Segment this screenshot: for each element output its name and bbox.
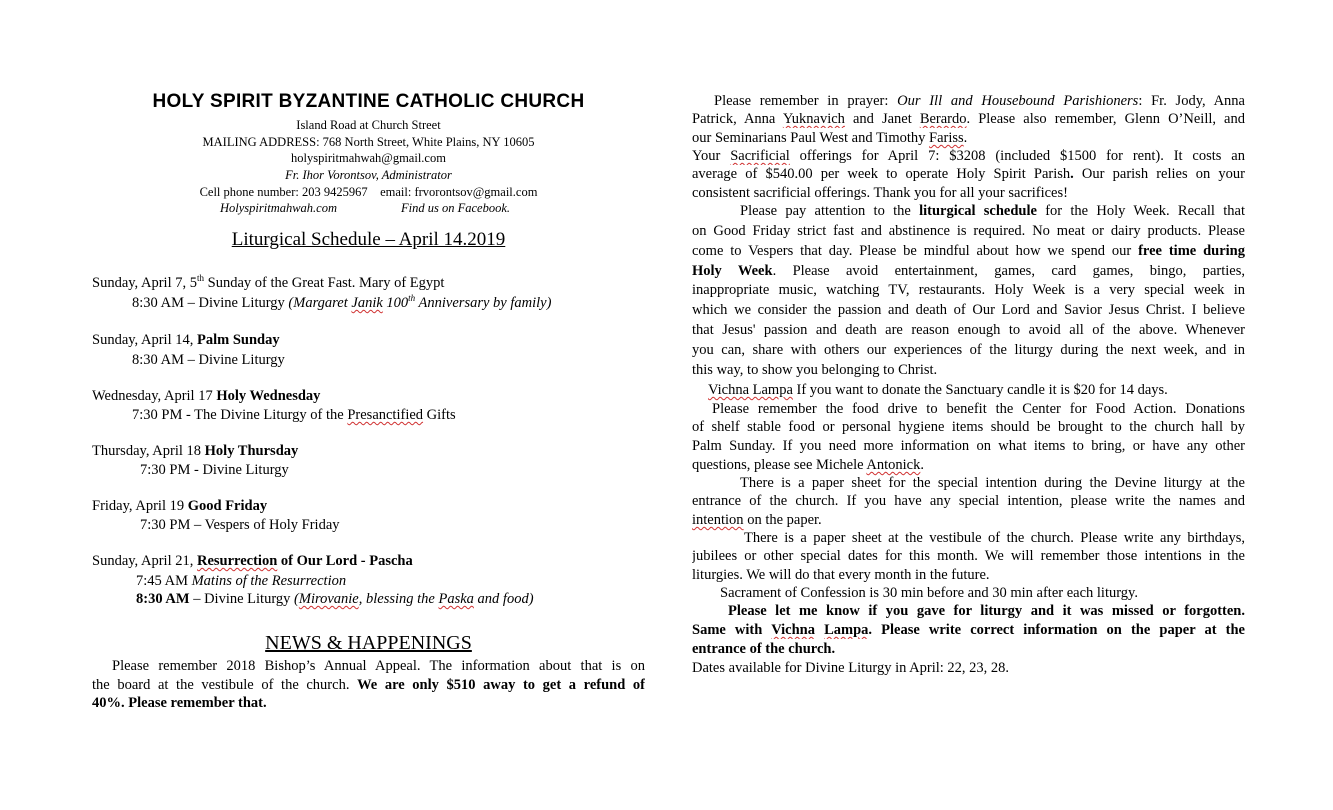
- holy-week-line-3: come to Vespers that day. Please be mindful about how we spend our free time during: [692, 243, 1245, 259]
- schedule-entry-6-liturgy: 8:30 AM – Divine Liturgy (Mirovanie, blessing the Paska and food): [136, 591, 534, 607]
- vichna-lampa-line: Vichna Lampa If you want to donate the Sanctuary candle it is $20 for 14 days.: [708, 382, 1168, 398]
- intention-line-3: intention on the paper.: [692, 512, 822, 528]
- holy-week-line-1: Please pay attention to the liturgical schedule for the Holy Week. Recall that: [740, 203, 1245, 219]
- facebook-note: Find us on Facebook.: [401, 201, 511, 215]
- food-drive-line-2: of shelf stable food or personal hygiene items should be brought to the church hall by: [692, 419, 1245, 435]
- holy-week-line-9: this way, to show you belonging to Christ.: [692, 362, 938, 378]
- intention-line-1: There is a paper sheet for the special intention during the Devine liturgy at the: [740, 475, 1245, 491]
- holy-week-line-5: inappropriate music, watching TV, restaurants. Holy Week is a very special week in: [692, 282, 1245, 298]
- schedule-entry-4-time: 7:30 PM - Divine Liturgy: [140, 462, 289, 478]
- liturgy-notice-line-3: entrance of the church.: [692, 641, 836, 657]
- schedule-entry-2-time: 8:30 AM – Divine Liturgy: [132, 352, 285, 368]
- special-dates-line-1: There is a paper sheet at the vestibule of the church. Please write any birthdays,: [744, 530, 1245, 546]
- offerings-line-1: Your Sacrificial offerings for April 7: $3208 (included $1500 for rent). It costs an: [692, 148, 1245, 164]
- contact-line: Cell phone number: 203 9425967 email: frvorontsov@gmail.com: [199, 185, 538, 199]
- prayer-line-2: Patrick, Anna Yuknavich and Janet Berardo. Please also remember, Glenn O’Neill, and: [692, 111, 1245, 127]
- food-drive-line-4: questions, please see Michele Antonick.: [692, 457, 924, 473]
- schedule-title: Liturgical Schedule – April 14.2019: [231, 229, 506, 250]
- holy-week-line-4: Holy Week. Please avoid entertainment, games, card games, bingo, parties,: [692, 263, 1245, 279]
- schedule-entry-1-heading: Sunday, April 7, 5th Sunday of the Great Fast. Mary of Egypt: [92, 273, 445, 291]
- administrator: Fr. Ihor Vorontsov, Administrator: [285, 168, 452, 182]
- schedule-entry-1-time: 8:30 AM – Divine Liturgy (Margaret Janik 100th Anniversary by family): [132, 293, 552, 311]
- church-name: HOLY SPIRIT BYZANTINE CATHOLIC CHURCH: [152, 91, 585, 112]
- intention-line-2: entrance of the church. If you have any special intention, please write the names and: [692, 493, 1245, 509]
- schedule-entry-6-matins: 7:45 AM Matins of the Resurrection: [136, 573, 347, 589]
- holy-week-line-6: which we consider the passion and death of Our Lord and Savior Jesus Christ. I believe: [692, 302, 1245, 318]
- offerings-line-2: average of $540.00 per week to operate Holy Spirit Parish. Our parish relies on your: [692, 166, 1245, 182]
- church-location: Island Road at Church Street: [296, 118, 441, 132]
- schedule-entry-6-heading: Sunday, April 21, Resurrection of Our Lord - Pascha: [92, 553, 413, 569]
- liturgy-notice-line-2: Same with Vichna Lampa. Please write correct information on the paper at the: [692, 622, 1245, 638]
- schedule-entry-3-time: 7:30 PM - The Divine Liturgy of the Presanctified Gifts: [132, 407, 456, 423]
- holy-week-line-2: on Good Friday strict fast and abstinence is required. No meat or dairy products. Please: [692, 223, 1245, 239]
- mailing-address: MAILING ADDRESS: 768 North Street, White Plains, NY 10605: [202, 135, 535, 149]
- special-dates-line-3: liturgies. We will do that every month in the future.: [692, 567, 990, 583]
- special-dates-line-2: jubilees or other special dates for this month. We will remember those intentions in the: [692, 548, 1245, 564]
- news-line-1: Please remember 2018 Bishop’s Annual Appeal. The information about that is on: [112, 658, 645, 674]
- website: Holyspiritmahwah.com: [220, 201, 338, 215]
- news-title: NEWS & HAPPENINGS: [265, 632, 472, 654]
- holy-week-line-7: that Jesus' passion and death are reason enough to avoid all of the above. Whenever: [692, 322, 1245, 338]
- available-dates-line: Dates available for Divine Liturgy in April: 22, 23, 28.: [692, 660, 1010, 676]
- schedule-entry-5-time: 7:30 PM – Vespers of Holy Friday: [140, 517, 340, 533]
- schedule-entry-4-heading: Thursday, April 18 Holy Thursday: [92, 443, 299, 459]
- prayer-line-1: Please remember in prayer: Our Ill and Housebound Parishioners: Fr. Jody, Anna: [714, 93, 1245, 109]
- offerings-line-3: consistent sacrificial offerings. Thank you for all your sacrifices!: [692, 185, 1068, 201]
- prayer-line-3: our Seminarians Paul West and Timothy Fariss.: [692, 130, 968, 146]
- liturgy-notice-line-1: Please let me know if you gave for liturgy and it was missed or forgotten.: [728, 603, 1245, 619]
- news-line-3: 40%. Please remember that.: [92, 695, 267, 711]
- schedule-entry-5-heading: Friday, April 19 Good Friday: [92, 498, 268, 514]
- confession-line: Sacrament of Confession is 30 min before and 30 min after each liturgy.: [720, 585, 1138, 601]
- food-drive-line-1: Please remember the food drive to benefit the Center for Food Action. Donations: [712, 401, 1245, 417]
- food-drive-line-3: Palm Sunday. If you need more information on what items to bring, or have any other: [692, 438, 1245, 454]
- holy-week-line-8: you can, share with others our experiences of the liturgy during the next week, and in: [692, 342, 1245, 358]
- schedule-entry-2-heading: Sunday, April 14, Palm Sunday: [92, 332, 280, 348]
- schedule-entry-3-heading: Wednesday, April 17 Holy Wednesday: [92, 388, 321, 404]
- news-line-2: the board at the vestibule of the church. We are only $510 away to get a refund of: [92, 677, 645, 693]
- parish-email: holyspiritmahwah@gmail.com: [291, 151, 446, 165]
